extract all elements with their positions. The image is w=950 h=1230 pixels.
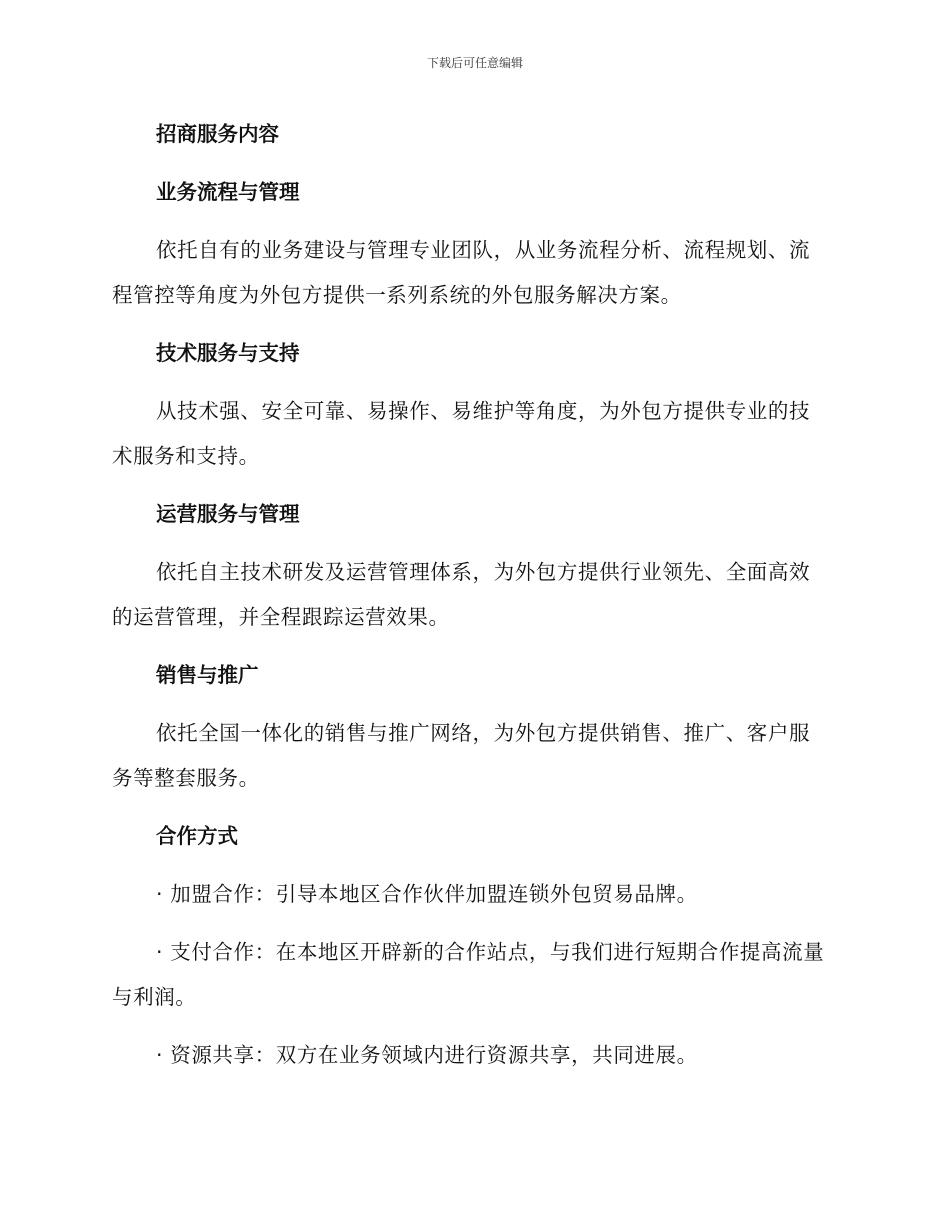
cooperation-item: · 支付合作：在本地区开辟新的合作站点，与我们进行短期合作提高流量与利润。 xyxy=(112,940,825,1009)
section-paragraph: 依托自主技术研发及运营管理体系，为外包方提供行业领先、全面高效的运营管理，并全程跟踪运营效果。 xyxy=(112,560,811,629)
document-title: 招商服务内容 xyxy=(156,122,279,146)
cooperation-item: · 资源共享：双方在业务领域内进行资源共享，共同进展。 xyxy=(156,1043,698,1067)
section-heading: 运营服务与管理 xyxy=(156,502,300,526)
section-paragraph: 从技术强、安全可靠、易操作、易维护等角度，为外包方提供专业的技术服务和支持。 xyxy=(112,399,811,468)
section-heading: 技术服务与支持 xyxy=(156,341,300,365)
page-header-note: 下载后可任意编辑 xyxy=(426,56,523,70)
section-paragraph: 依托全国一体化的销售与推广网络，为外包方提供销售、推广、客户服务等整套服务。 xyxy=(112,721,811,790)
section-heading: 销售与推广 xyxy=(156,663,259,687)
document-body xyxy=(112,112,830,1078)
cooperation-item: · 加盟合作：引导本地区合作伙伴加盟连锁外包贸易品牌。 xyxy=(156,882,698,906)
section-heading: 业务流程与管理 xyxy=(156,180,300,204)
cooperation-heading: 合作方式 xyxy=(156,824,238,848)
section-paragraph: 依托自有的业务建设与管理专业团队，从业务流程分析、流程规划、流程管控等角度为外包方提供一系列系统的外包服务解决方案。 xyxy=(112,238,811,307)
